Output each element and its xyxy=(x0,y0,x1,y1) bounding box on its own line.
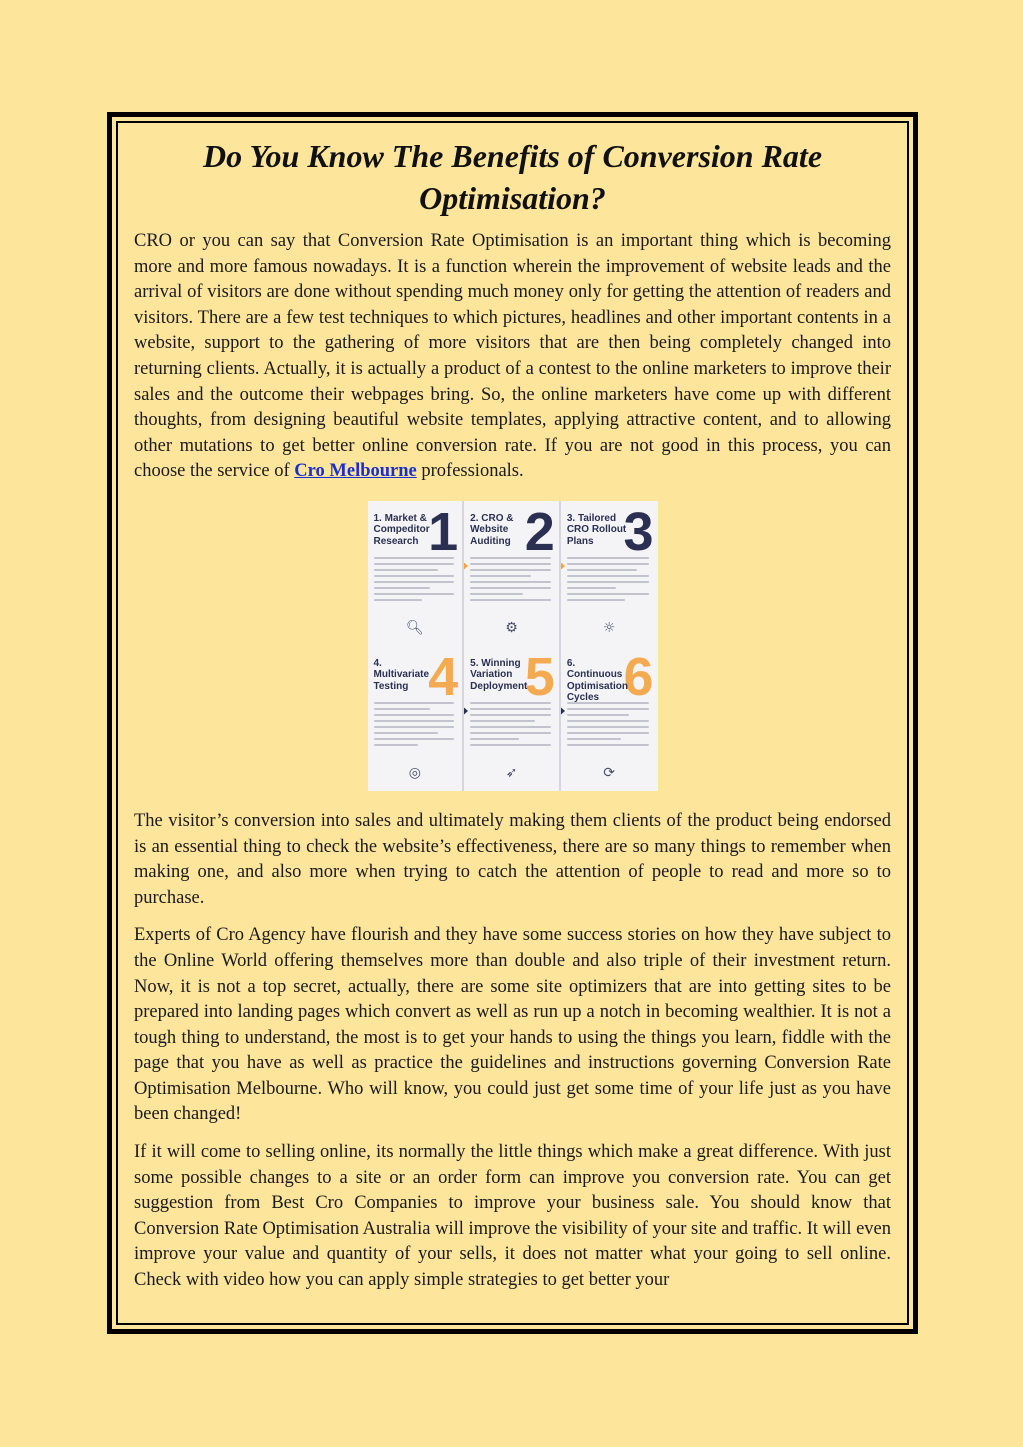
body-paragraph-3: If it will come to selling online, its normally the little things which make a great difference. With just some possible changes to a site or an order form can improve you conversion rate. You can get suggestion from Best Cro Companies to improve your business sale. You should know that Conversion Rate Optimisation Australia will improve the visibility of your site and traffic. It will even improve your value and quantity of your sells, it does not matter what your going to sell online. Check with video how you can apply simple strategies to get better your xyxy=(134,1142,891,1291)
step-text-lines xyxy=(470,557,551,605)
magnifier-icon: 🔍︎ xyxy=(405,619,424,636)
step-title: 4. Multivariate Testing xyxy=(373,657,430,692)
gear-icon: ⚙ xyxy=(505,619,518,636)
step-number: 2 xyxy=(524,501,555,562)
page-frame xyxy=(107,112,918,1334)
intro-paragraph xyxy=(134,229,891,485)
step-number: 6 xyxy=(623,646,654,707)
page-frame-inner xyxy=(116,121,909,1325)
arrow-icon xyxy=(561,704,565,718)
intro-after-link: professionals. xyxy=(416,461,524,482)
arrow-icon xyxy=(464,559,468,573)
article-title: Do You Know The Benefits of Conversion Rate Optimisation? xyxy=(202,138,823,216)
arrow-icon xyxy=(464,704,468,718)
cro-melbourne-link[interactable]: Cro Melbourne xyxy=(294,461,417,482)
infographic-step-4 xyxy=(368,646,465,791)
step-text-lines xyxy=(374,702,455,750)
infographic-step-5 xyxy=(464,646,561,791)
step-title: 3. Tailored CRO Rollout Plans xyxy=(566,512,627,547)
infographic-step-2 xyxy=(464,501,561,646)
cycle-icon: ⟳ xyxy=(603,764,616,781)
step-number: 5 xyxy=(524,646,555,707)
step-text-lines xyxy=(470,702,551,750)
arrow-icon xyxy=(561,559,565,573)
cro-process-infographic xyxy=(368,501,658,791)
step-title: 1. Market & Compeditor Research xyxy=(373,512,430,547)
body-paragraph-2: Experts of Cro Agency have flourish and they have some success stories on how they have subject to the Online World offering themselves more than double and also triple of their investment return. Now, it is not a top secret, actually, there are some site optimizers that are into getting sites to be prepared into landing pages which convert as well as run up a notch in becoming wealthier. It is not a tough thing to understand, the most is to get your hands to using the things you learn, fiddle with the page that you have as well as practice the guidelines and instructions governing Conversion Rate Optimisation Melbourne. Who will know, you could just get some time of your life just as you have been changed! xyxy=(134,925,891,1125)
lightbulb-icon: ☼ xyxy=(602,619,616,636)
intro-text: CRO or you can say that Conversion Rate Optimisation is an important thing which is becoming more and more famous nowadays. It is a function wherein the improvement of website leads and the arrival of visitors are done without spending much money only for getting the attention of readers and visitors. There are a few test techniques to which pictures, headlines and other important contents in a website, support to the gathering of more visitors that are then being completely changed into returning clients. Actually, it is actually a product of a contest to the online marketers to improve their sales and the outcome their webpages bring. So, the online marketers have come up with different thoughts, from designing beautiful website templates, applying attractive content, and to allowing other mutations to get better online conversion rate. If you are not good in this process, you can choose the service of xyxy=(134,231,891,482)
step-number: 4 xyxy=(428,646,459,707)
infographic-step-3 xyxy=(561,501,658,646)
step-title: 6. Continuous Optimisation Cycles xyxy=(566,657,628,704)
step-text-lines xyxy=(374,557,455,605)
article xyxy=(134,135,891,1313)
step-text-lines xyxy=(567,702,650,750)
infographic-step-1 xyxy=(368,501,465,646)
target-icon: ◎ xyxy=(408,764,421,781)
step-title: 5. Winning Variation Deployment xyxy=(470,657,528,692)
rocket-icon: ➶ xyxy=(505,764,518,781)
step-title: 2. CRO & Website Auditing xyxy=(470,512,514,547)
step-number: 3 xyxy=(623,501,654,562)
step-text-lines xyxy=(567,557,650,605)
infographic-step-6 xyxy=(561,646,658,791)
body-paragraph-1: The visitor’s conversion into sales and ultimately making them clients of the product being endorsed is an essential thing to check the website’s effectiveness, there are so many things to remember when making one, and also more when trying to catch the attention of people to read and more so to purchase. xyxy=(134,810,891,908)
step-number: 1 xyxy=(428,501,459,562)
